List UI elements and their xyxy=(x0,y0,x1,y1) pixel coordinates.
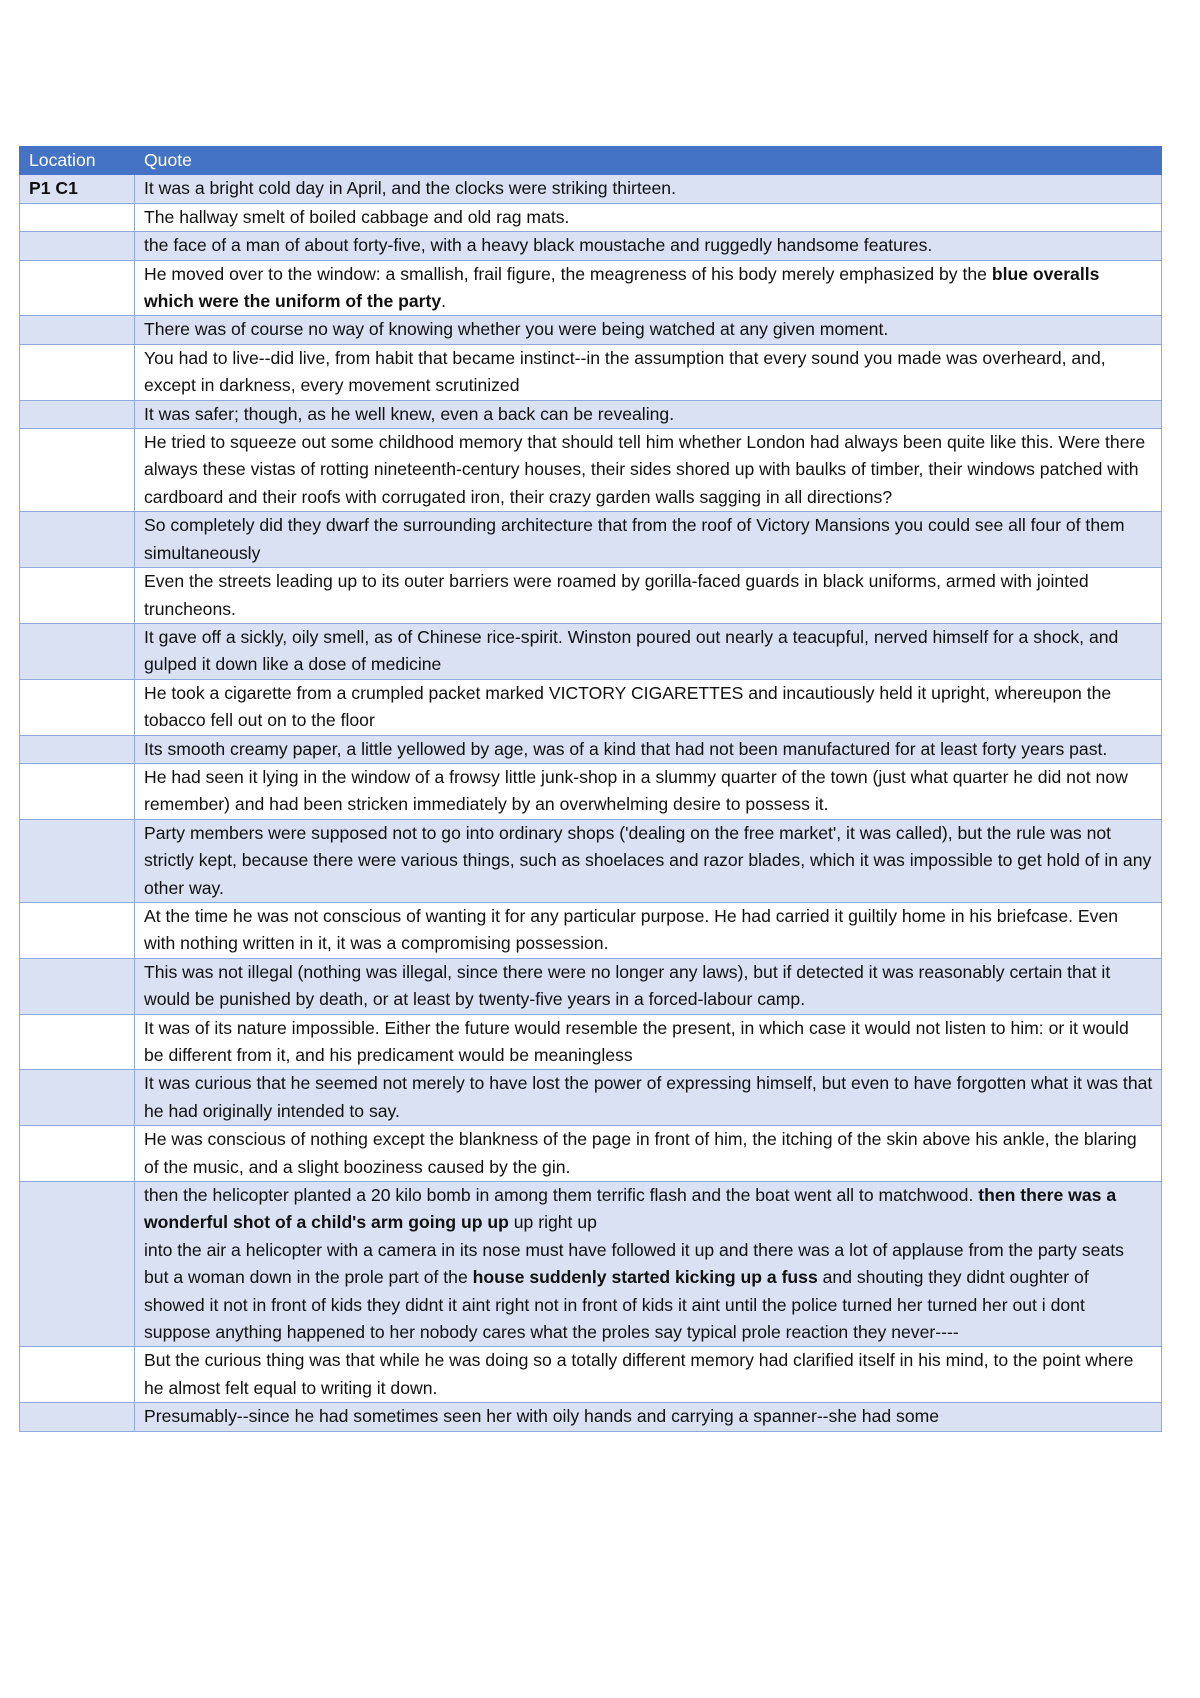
location-cell xyxy=(20,203,135,231)
table-row xyxy=(20,316,1162,344)
quote-cell xyxy=(135,568,1162,624)
quote-text: and shouting they didnt oughter of showed it not in front of kids they didnt it aint right not in front of kids it aint until the police turned her turned her out i dont suppose anything happened to her nobody cares what the proles say typical prole reaction they never---- xyxy=(144,1267,1089,1343)
table-header xyxy=(20,147,1162,175)
quote-cell xyxy=(135,679,1162,735)
location-cell xyxy=(20,623,135,679)
quote-text: It was a bright cold day in April, and the clocks were striking thirteen. xyxy=(144,178,676,199)
quote-text: There was of course no way of knowing whether you were being watched at any given moment. xyxy=(144,319,889,340)
document-page xyxy=(19,146,1161,1432)
quote-cell xyxy=(135,429,1162,512)
quote-text: He moved over to the window: a smallish, frail figure, the meagreness of his body merely emphasized by the xyxy=(144,263,992,284)
table-row xyxy=(20,679,1162,735)
table-row xyxy=(20,623,1162,679)
location-cell xyxy=(20,568,135,624)
quote-text: It gave off a sickly, oily smell, as of Chinese rice-spirit. Winston poured out nearly a teacupful, nerved himself for a shock, and gulped it down like a dose of medicine xyxy=(144,626,1119,675)
table-row xyxy=(20,429,1162,512)
quote-cell xyxy=(135,819,1162,902)
quote-text: the face of a man of about forty-five, with a heavy black moustache and ruggedly handsome features. xyxy=(144,235,933,256)
location-cell xyxy=(20,344,135,400)
location-cell xyxy=(20,1347,135,1403)
location-column-header: Location xyxy=(20,147,135,175)
location-cell xyxy=(20,316,135,344)
quote-text: It was of its nature impossible. Either the future would resemble the present, in which case it would not listen to him: or it would be different from it, and his predicament would be meaningless xyxy=(144,1017,1129,1065)
quote-text: He tried to squeeze out some childhood memory that should tell him whether London had always been quite like this. Were there always these vistas of rotting nineteenth-century houses, their sides shored up with baulks of timber, their windows patched with cardboard and their roofs with corrugated iron, their crazy garden walls sagging in all directions? xyxy=(144,432,1146,507)
quote-cell xyxy=(135,735,1162,763)
quote-cell xyxy=(135,958,1162,1014)
location-cell xyxy=(20,1403,135,1431)
quote-text: He was conscious of nothing except the blankness of the page in front of him, the itching of the skin above his ankle, the blaring of the music, and a slight booziness caused by the gin. xyxy=(144,1129,1137,1177)
location-cell xyxy=(20,260,135,316)
table-row xyxy=(20,1014,1162,1070)
quote-cell xyxy=(135,763,1162,819)
quote-cell xyxy=(135,260,1162,316)
location-cell xyxy=(20,763,135,819)
quote-cell xyxy=(135,1347,1162,1403)
quote-cell xyxy=(135,1403,1162,1431)
location-cell xyxy=(20,232,135,260)
table-row xyxy=(20,819,1162,902)
quote-cell xyxy=(135,400,1162,428)
quote-text: He had seen it lying in the window of a frowsy little junk-shop in a slummy quarter of the town (just what quarter he did not now remember) and had been stricken immediately by an overwhelming desire to possess it. xyxy=(144,766,1128,815)
location-cell xyxy=(20,1014,135,1070)
table-row xyxy=(20,568,1162,624)
table-row xyxy=(20,1403,1162,1431)
location-cell xyxy=(20,819,135,902)
quote-cell xyxy=(135,1182,1162,1347)
quote-text: This was not illegal (nothing was illegal, since there were no longer any laws), but if detected it was reasonably certain that it would be punished by death, or at least by twenty-five years in a forced-labour camp. xyxy=(144,961,1111,1010)
quote-cell xyxy=(135,512,1162,568)
quote-text: It was safer; though, as he well knew, even a back can be revealing. xyxy=(144,403,675,424)
table-row xyxy=(20,763,1162,819)
quote-text: At the time he was not conscious of wanting it for any particular purpose. He had carried it guiltily home in his briefcase. Even with nothing written in it, it was a compromising possession. xyxy=(144,905,1119,954)
quote-text: Presumably--since he had sometimes seen her with oily hands and carrying a spanner--she had some xyxy=(144,1406,940,1427)
location-cell xyxy=(20,902,135,958)
quote-text: up right up into the air a helicopter with a camera in its nose must have followed it up and there was a lot of applause from the party seats but a woman down in the prole part of the xyxy=(144,1212,1124,1288)
quote-text: Even the streets leading up to its outer barriers were roamed by gorilla-faced guards in black uniforms, armed with jointed truncheons. xyxy=(144,571,1089,619)
table-row xyxy=(20,1347,1162,1403)
table-row xyxy=(20,902,1162,958)
quote-text: Its smooth creamy paper, a little yellowed by age, was of a kind that had not been manufactured for at least forty years past. xyxy=(144,738,1108,759)
quote-text: . xyxy=(441,291,447,312)
header-row xyxy=(20,147,1162,175)
quote-cell xyxy=(135,203,1162,231)
quote-text: You had to live--did live, from habit that became instinct--in the assumption that every sound you made was overheard, and, except in darkness, every movement scrutinized xyxy=(144,347,1106,396)
quote-cell xyxy=(135,623,1162,679)
location-cell xyxy=(20,958,135,1014)
location-cell: P1 C1 xyxy=(20,175,135,203)
table-row xyxy=(20,1070,1162,1126)
quote-cell xyxy=(135,1014,1162,1070)
quote-cell xyxy=(135,316,1162,344)
quote-emphasis: blue overalls which were the uniform of the party xyxy=(144,263,1100,312)
quote-text: He took a cigarette from a crumpled packet marked VICTORY CIGARETTES and incautiously held it upright, whereupon the tobacco fell out on to the floor xyxy=(144,682,1112,731)
location-cell xyxy=(20,735,135,763)
location-cell xyxy=(20,400,135,428)
quote-text: The hallway smelt of boiled cabbage and old rag mats. xyxy=(144,206,570,227)
quote-cell xyxy=(135,1070,1162,1126)
quote-cell xyxy=(135,902,1162,958)
location-cell xyxy=(20,679,135,735)
quote-cell xyxy=(135,344,1162,400)
location-cell xyxy=(20,1182,135,1347)
table-row xyxy=(20,344,1162,400)
table-body xyxy=(20,175,1162,1431)
location-cell xyxy=(20,512,135,568)
quote-cell xyxy=(135,175,1162,203)
table-row xyxy=(20,232,1162,260)
quote-cell xyxy=(135,232,1162,260)
table-row xyxy=(20,1126,1162,1182)
quote-text: Party members were supposed not to go into ordinary shops ('dealing on the free market', it was called), but the rule was not strictly kept, because there were various things, such as shoelaces and razor blades, which it was impossible to get hold of in any other way. xyxy=(144,822,1152,898)
table-row xyxy=(20,175,1162,203)
quote-text: But the curious thing was that while he was doing so a totally different memory had clarified itself in his mind, to the point where he almost felt equal to writing it down. xyxy=(144,1350,1134,1398)
location-cell xyxy=(20,1070,135,1126)
quote-cell xyxy=(135,1126,1162,1182)
quote-text: It was curious that he seemed not merely to have lost the power of expressing himself, but even to have forgotten what it was that he had originally intended to say. xyxy=(144,1073,1153,1121)
location-cell xyxy=(20,1126,135,1182)
quote-emphasis: house suddenly started kicking up a fuss xyxy=(472,1267,818,1288)
table-row xyxy=(20,203,1162,231)
quote-emphasis: then there was a wonderful shot of a child's arm going up up xyxy=(144,1185,1117,1233)
table-row xyxy=(20,1182,1162,1347)
table-row xyxy=(20,400,1162,428)
quote-column-header: Quote xyxy=(135,147,1162,175)
table-row xyxy=(20,958,1162,1014)
quote-text: So completely did they dwarf the surrounding architecture that from the roof of Victory Mansions you could see all four of them simultaneously xyxy=(144,515,1125,563)
table-row xyxy=(20,512,1162,568)
table-row xyxy=(20,735,1162,763)
quotes-table xyxy=(19,146,1162,1432)
location-cell xyxy=(20,429,135,512)
table-row xyxy=(20,260,1162,316)
quote-text: then the helicopter planted a 20 kilo bomb in among them terrific flash and the boat went all to matchwood. xyxy=(144,1185,979,1206)
